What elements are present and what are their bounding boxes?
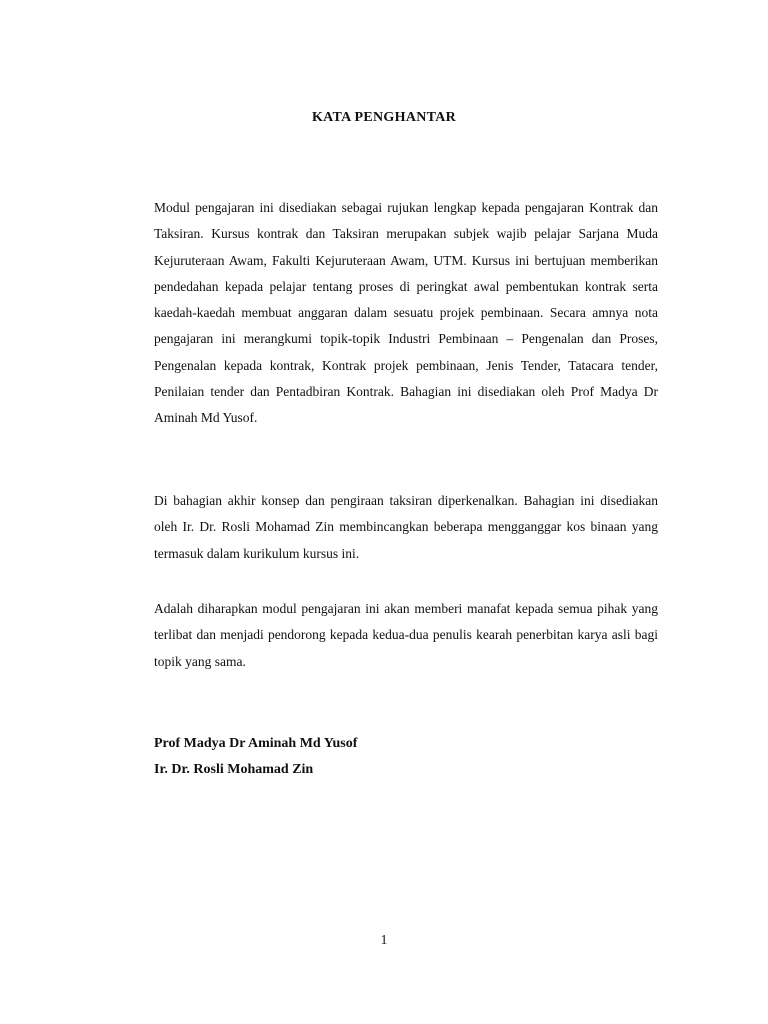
signatory-aminah: Prof Madya Dr Aminah Md Yusof [154,736,358,751]
page-title: KATA PENGHANTAR [311,110,457,125]
paragraph-closing: Adalah diharapkan modul pengajaran ini akan memberi manafat kepada semua pihak yang terlibat dan menjadi pendorong kepada kedua-dua penulis kearah penerbitan karya asli bagi topik yang sama. [154,601,658,669]
paragraph-estimation: Di bahagian akhir konsep dan pengiraan taksiran diperkenalkan. Bahagian ini disediakan oleh Ir. Dr. Rosli Mohamad Zin membincangkan beberapa mengganggar kos binaan yang termasuk dalam kurikulum kursus ini. [154,493,658,561]
signatory-rosli: Ir. Dr. Rosli Mohamad Zin [154,762,314,777]
page-number: 1 [380,932,388,947]
paragraph-intro: Modul pengajaran ini disediakan sebagai rujukan lengkap kepada pengajaran Kontrak dan Taksiran. Kursus kontrak dan Taksiran merupakan subjek wajib pelajar Sarjana Muda Kejuruteraan Awam, Fakulti Kejuruteraan Awam, UTM. Kursus ini bertujuan memberikan pendedahan kepada pelajar tentang proses di peringkat awal pembentukan kontrak serta kaedah-kaedah membuat anggaran dalam sesuatu projek pembinaan. Secara amnya nota pengajaran ini merangkumi topik-topik Industri Pembinaan – Pengenalan dan Proses, Pengenalan kepada kontrak, Kontrak projek pembinaan, Jenis Tender, Tatacara tender, Penilaian tender dan Pentadbiran Kontrak. Bahagian ini disediakan oleh Prof Madya Dr Aminah Md Yusof. [154,200,658,426]
